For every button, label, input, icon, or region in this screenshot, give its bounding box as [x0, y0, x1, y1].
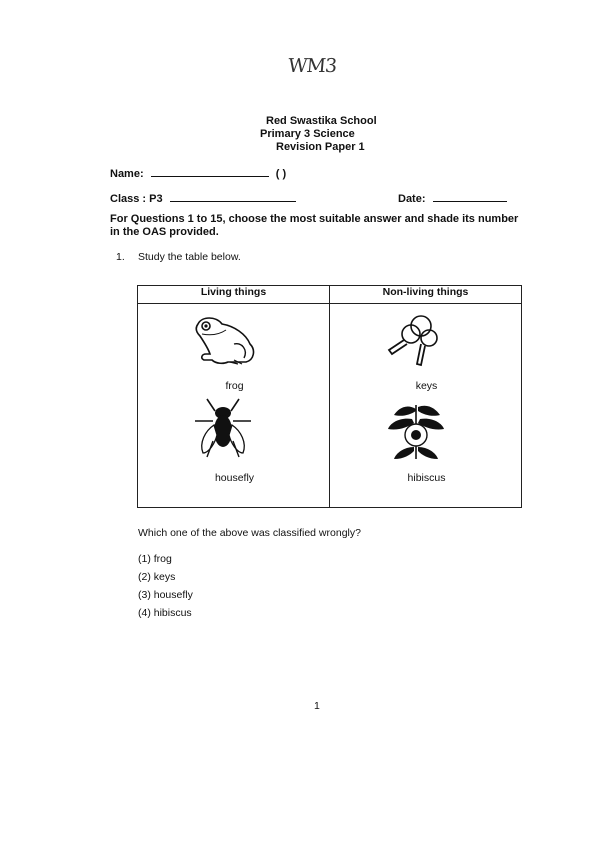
header-living: Living things — [138, 286, 330, 304]
name-field — [110, 166, 286, 180]
option-3[interactable]: (3) housefly — [138, 589, 193, 601]
class-label: Class : P3 — [110, 193, 163, 205]
keys-icon — [385, 314, 445, 374]
handwritten-note: WM3 — [287, 55, 338, 77]
item-label-keys: keys — [415, 380, 438, 392]
option-1[interactable]: (1) frog — [138, 553, 172, 565]
subject-title: Primary 3 Science — [260, 128, 355, 140]
school-name: Red Swastika School — [266, 115, 377, 127]
date-blank[interactable] — [433, 191, 507, 202]
name-blank[interactable] — [151, 166, 269, 177]
classification-table — [137, 285, 522, 508]
name-label: Name: — [110, 168, 144, 180]
header-non-living: Non-living things — [330, 286, 522, 304]
paper-title: Revision Paper 1 — [276, 141, 365, 153]
item-label-hibiscus: hibiscus — [407, 472, 446, 484]
item-label-frog: frog — [225, 380, 244, 392]
non-living-column — [330, 304, 522, 508]
instructions: For Questions 1 to 15, choose the most suitable answer and shade its number in the OAS provided. — [110, 213, 519, 238]
question-number: 1. — [116, 251, 125, 263]
index-number-box[interactable]: ( ) — [275, 168, 287, 180]
hibiscus-icon — [386, 401, 446, 463]
housefly-icon — [193, 397, 253, 461]
date-field — [398, 191, 507, 205]
class-field — [110, 191, 296, 205]
option-2[interactable]: (2) keys — [138, 571, 176, 583]
living-column — [138, 304, 330, 508]
class-blank[interactable] — [170, 191, 296, 202]
item-label-housefly: housefly — [214, 472, 255, 484]
option-4[interactable]: (4) hibiscus — [138, 607, 192, 619]
frog-icon — [190, 314, 260, 366]
question-stem: Study the table below. — [138, 251, 241, 263]
page-number: 1 — [314, 700, 320, 712]
question-prompt: Which one of the above was classified wrongly? — [138, 527, 361, 539]
date-label: Date: — [398, 193, 426, 205]
